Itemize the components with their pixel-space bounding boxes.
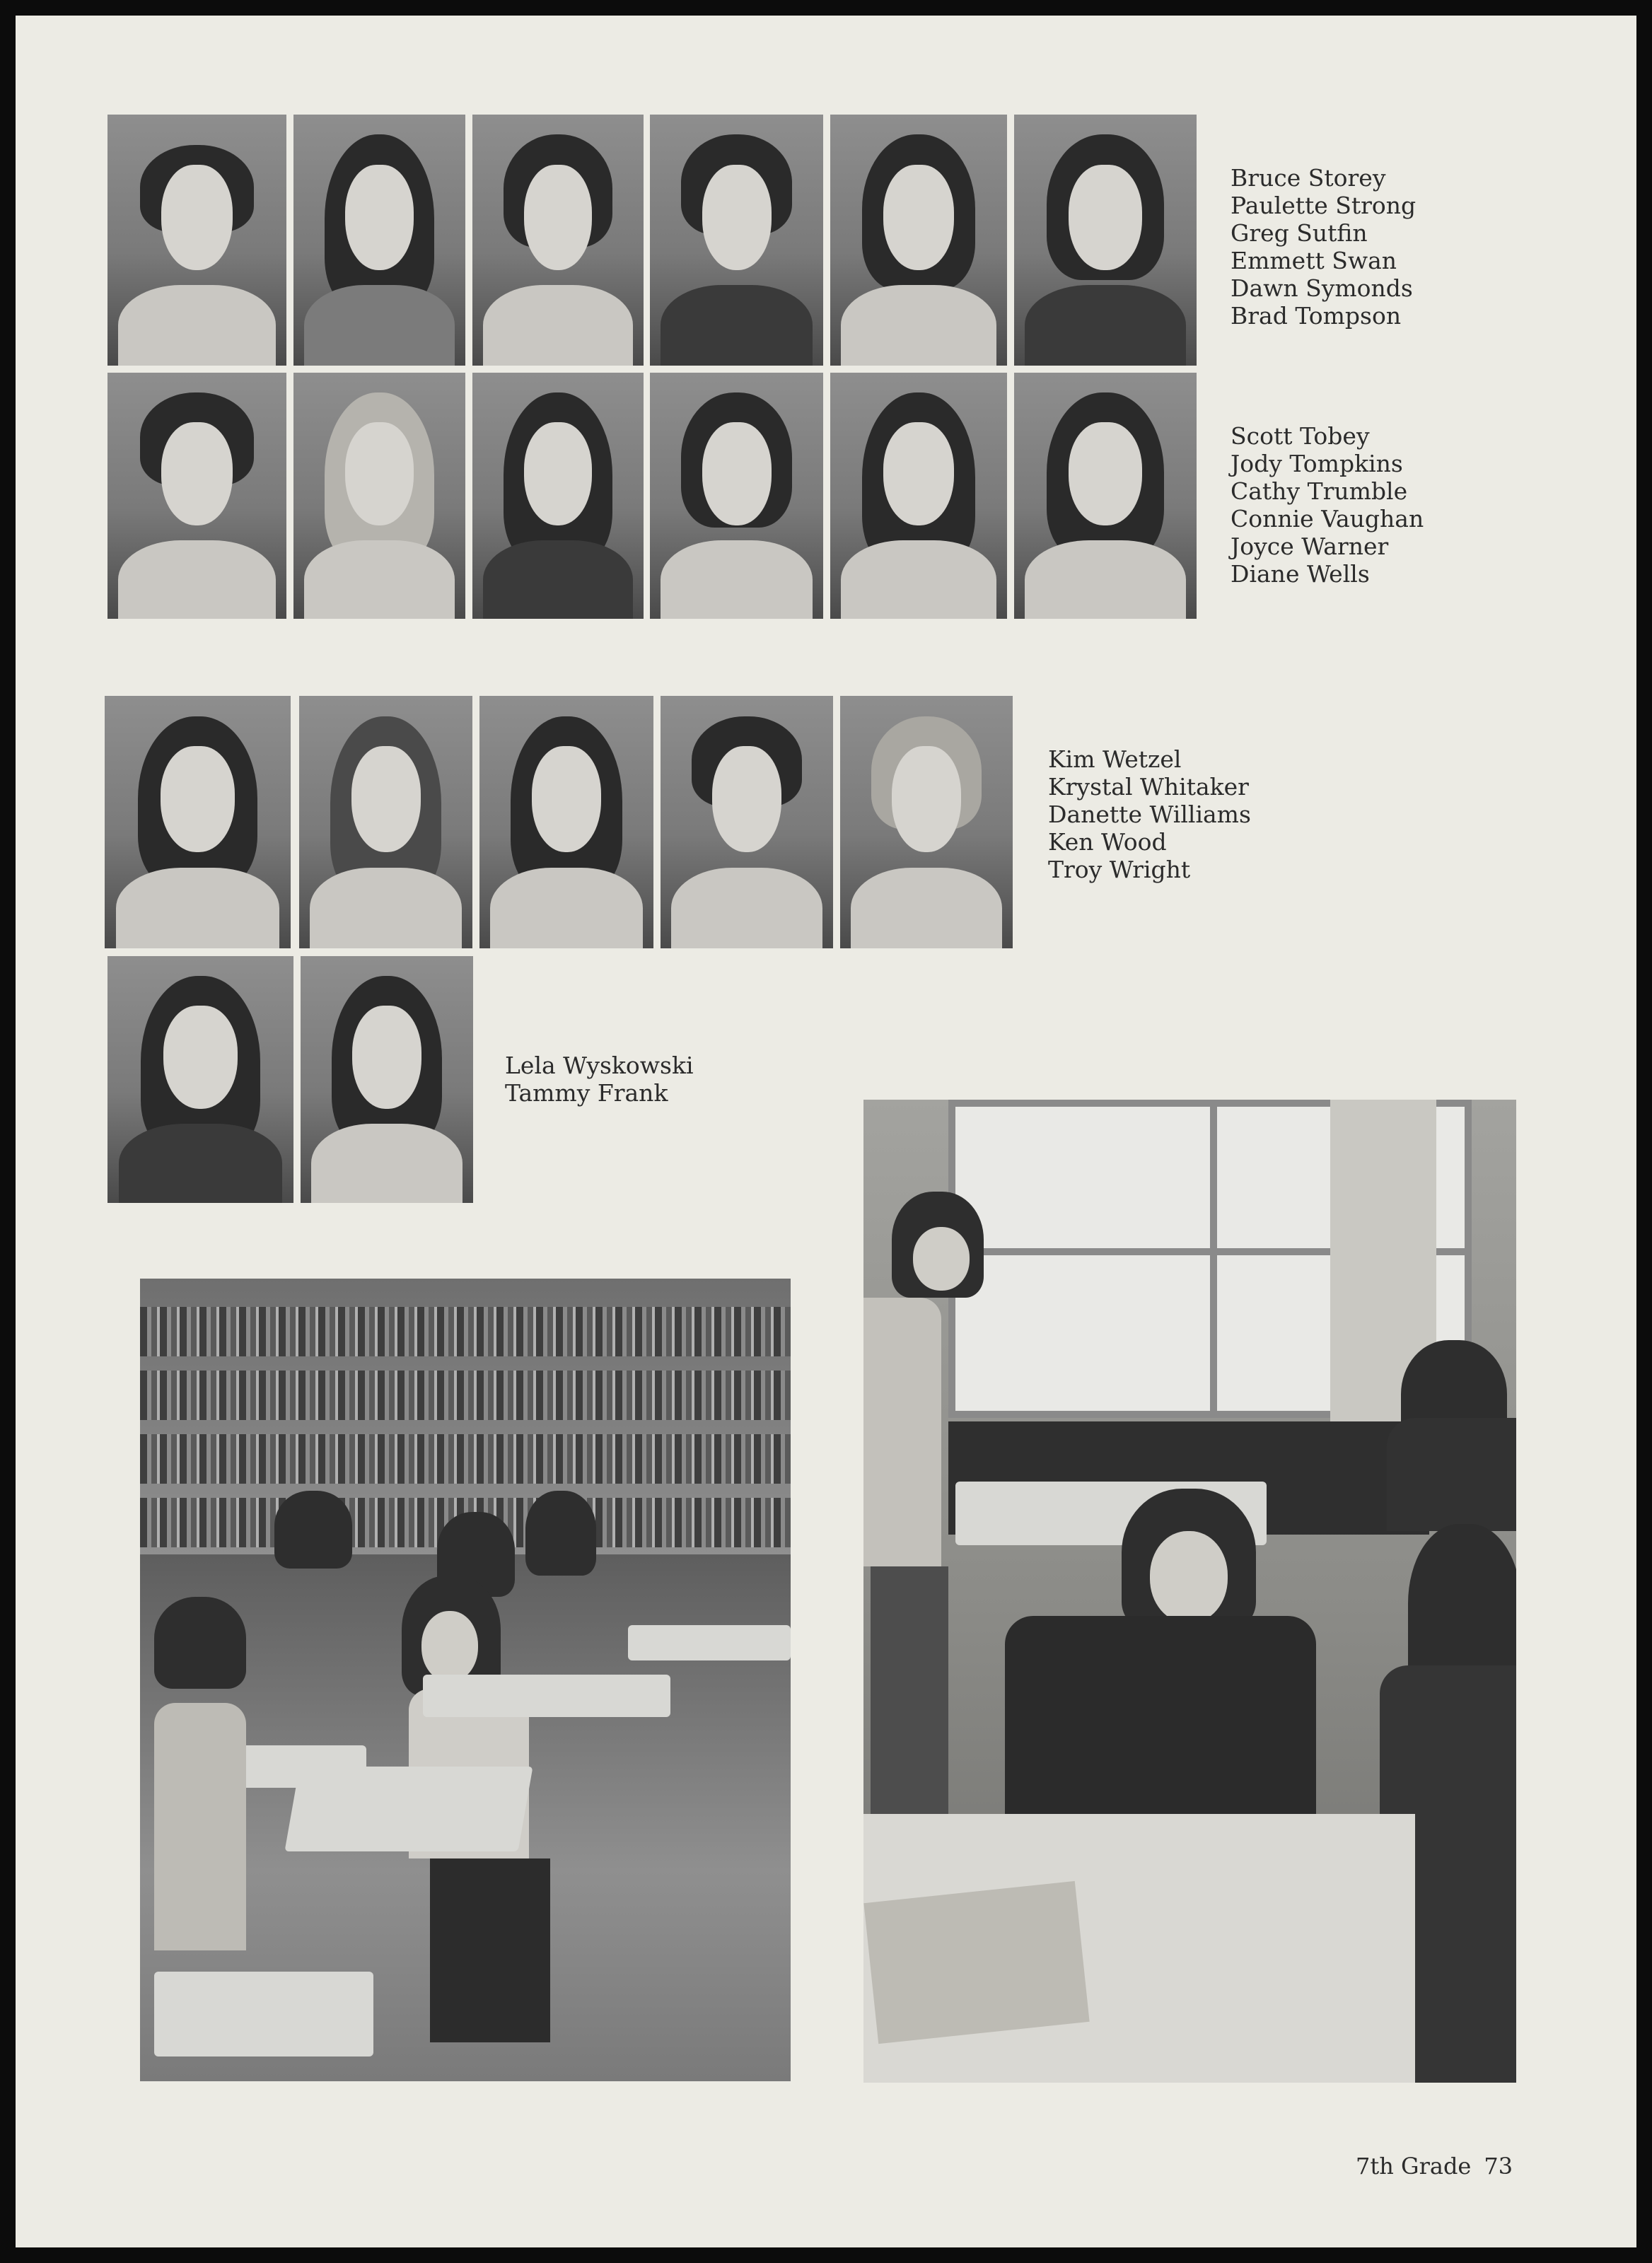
portrait: [650, 115, 823, 366]
portrait: [107, 373, 286, 619]
student-name: Joyce Warner: [1231, 533, 1389, 560]
portrait: [293, 373, 465, 619]
student-name: Tammy Frank: [505, 1079, 668, 1107]
student-name: Troy Wright: [1048, 856, 1191, 883]
student-name: Brad Tompson: [1231, 302, 1402, 330]
student-name: Paulette Strong: [1231, 192, 1417, 219]
student-name: Ken Wood: [1048, 828, 1167, 856]
portrait: [661, 696, 833, 948]
student-name: Jody Tompkins: [1231, 450, 1403, 477]
page-footer: [1356, 2153, 1513, 2180]
portrait: [299, 696, 472, 948]
portrait: [479, 696, 653, 948]
student-name: Krystal Whitaker: [1048, 773, 1249, 801]
page-number: 73: [1484, 2153, 1513, 2180]
classroom-library-photo: [140, 1279, 791, 2081]
student-name: Kim Wetzel: [1048, 745, 1182, 773]
portrait: [472, 373, 644, 619]
portrait: [830, 115, 1007, 366]
portrait: [1014, 115, 1197, 366]
portrait: [107, 115, 286, 366]
student-name: Cathy Trumble: [1231, 477, 1408, 505]
portrait: [105, 696, 291, 948]
student-name: Emmett Swan: [1231, 247, 1397, 274]
student-name: Lela Wyskowski: [505, 1052, 694, 1079]
student-name: Scott Tobey: [1231, 422, 1370, 450]
student-name: Diane Wells: [1231, 560, 1370, 588]
student-name: Bruce Storey: [1231, 164, 1386, 192]
name-list-row-1: [1231, 164, 1416, 330]
student-name: Greg Sutfin: [1231, 219, 1368, 247]
section-label: 7th Grade: [1356, 2153, 1472, 2180]
student-name: Connie Vaughan: [1231, 505, 1424, 533]
portrait: [301, 956, 473, 1203]
portrait: [1014, 373, 1197, 619]
name-list-row-2: [1231, 422, 1424, 588]
student-name: Dawn Symonds: [1231, 274, 1413, 302]
classroom-window-photo: [863, 1100, 1516, 2083]
name-list-row-4: [505, 1052, 694, 1107]
portrait: [650, 373, 823, 619]
name-list-row-3: [1048, 745, 1251, 883]
portrait: [830, 373, 1007, 619]
portrait: [840, 696, 1013, 948]
portrait: [293, 115, 465, 366]
portrait: [107, 956, 293, 1203]
yearbook-page: [16, 16, 1636, 2247]
student-name: Danette Williams: [1048, 801, 1251, 828]
portrait: [472, 115, 644, 366]
